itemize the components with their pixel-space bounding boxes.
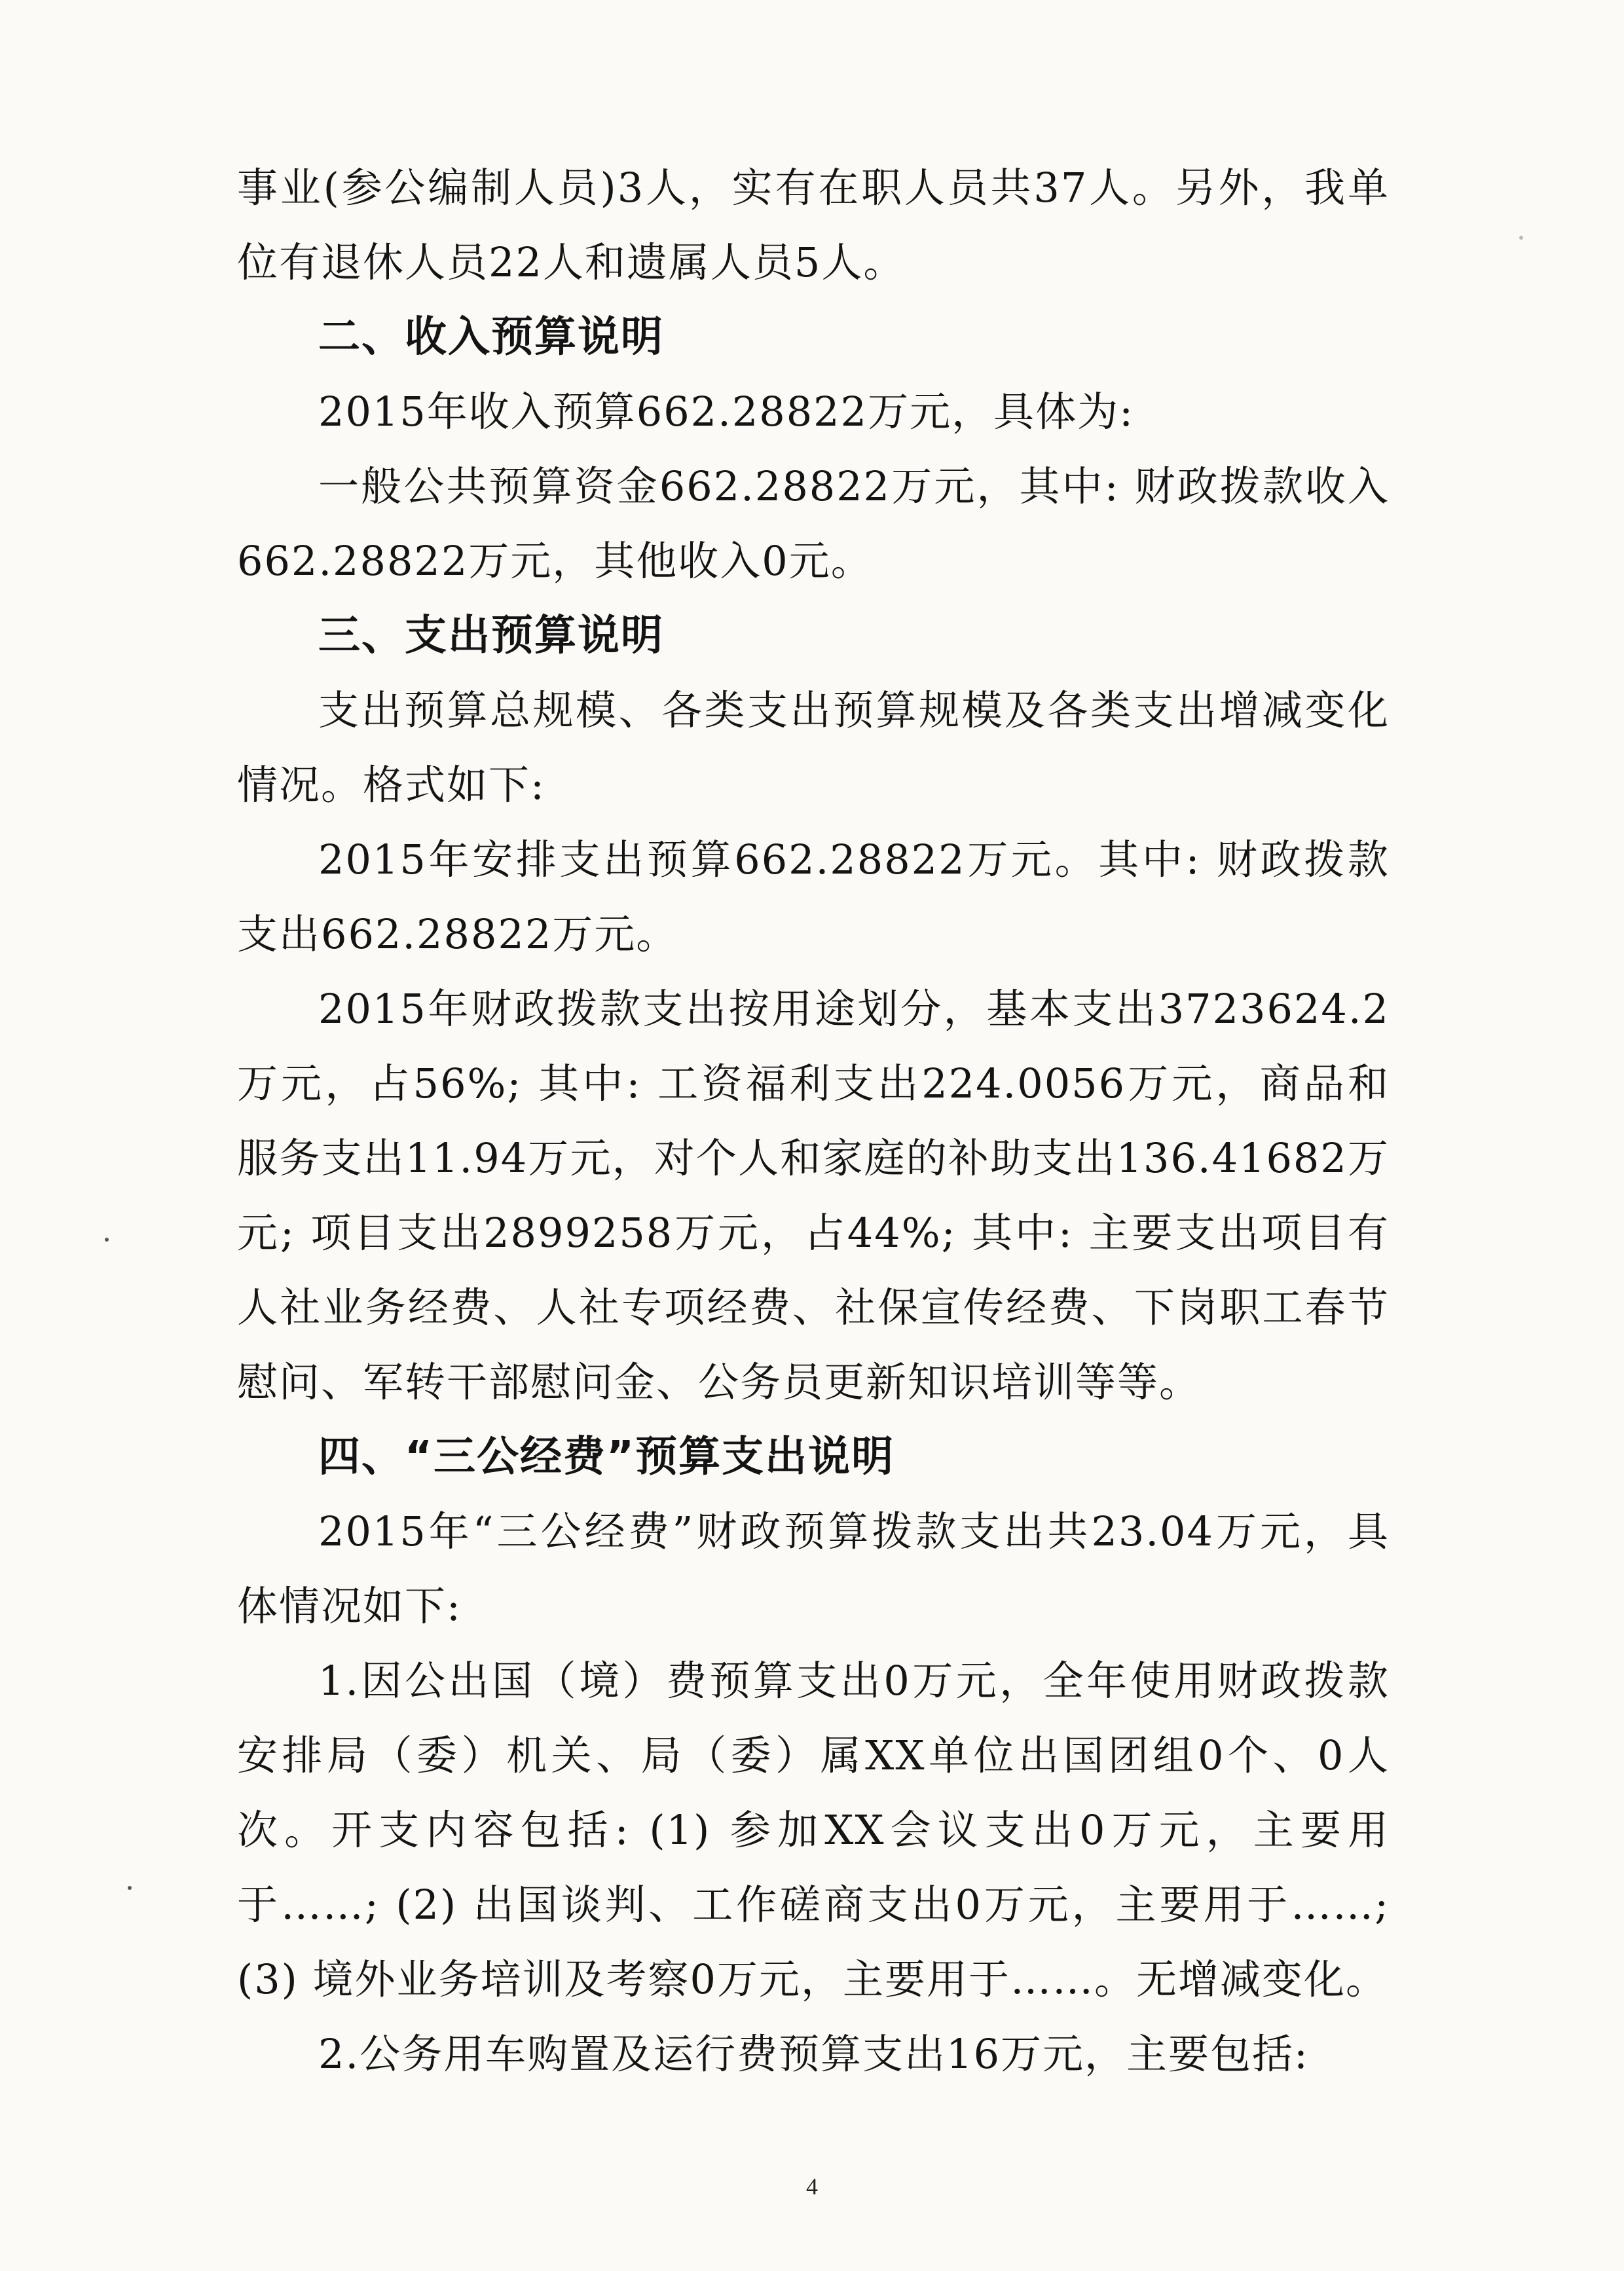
- paragraph-expenditure-breakdown: 2015年财政拨款支出按用途划分，基本支出3723624.2万元，占56%; 其中: 工资福利支出224.0056万元，商品和服务支出11.94万元，对个人和家庭的补助支出136.41682万元; 项目支出2899258万元，占44%; 其中: 主要支出项目有人社业务经费、人社专项经费、社保宣传经费、下岗职工春节慰问、军转干部慰问金、公务员更新知识培训等等。: [237, 985, 1390, 1406]
- heading-expenditure-budget: 三、支出预算说明: [318, 612, 664, 660]
- scan-speck: [1519, 236, 1523, 240]
- page-number: 4: [806, 2173, 818, 2200]
- document-body: [237, 151, 1390, 2092]
- paragraph-vehicle-expenses: 2.公务用车购置及运行费预算支出16万元，主要包括:: [318, 2030, 1309, 2078]
- scan-speck: [105, 1238, 109, 1242]
- paragraph-three-public-total: 2015年“三公经费”财政预算拨款支出共23.04万元，具体情况如下:: [237, 1507, 1390, 1630]
- paragraph-expenditure-total: 2015年安排支出预算662.28822万元。其中: 财政拨款支出662.28822万元。: [237, 836, 1390, 958]
- paragraph-income-detail: 一般公共预算资金662.28822万元，其中: 财政拨款收入662.28822万元，其他收入0元。: [237, 462, 1390, 585]
- paragraph-overseas-travel: 1.因公出国（境）费预算支出0万元，全年使用财政拨款安排局（委）机关、局（委）属XX单位出国团组0个、0人次。开支内容包括: (1) 参加XX会议支出0万元，主要用于……; (2) 出国谈判、工作磋商支出0万元，主要用于……; (3) 境外业务培训及考察0万元，主要用于……。无增减变化。: [237, 1657, 1390, 2003]
- paragraph-expenditure-intro: 支出预算总规模、各类支出预算规模及各类支出增减变化情况。格式如下:: [237, 686, 1390, 809]
- paragraph-staffing: 事业(参公编制人员)3人，实有在职人员共37人。另外，我单位有退休人员22人和遗属人员5人。: [237, 164, 1390, 286]
- heading-three-public-expenses: 四、“三公经费”预算支出说明: [318, 1433, 895, 1481]
- scan-speck: [128, 1886, 132, 1890]
- paragraph-income-total: 2015年收入预算662.28822万元，具体为:: [318, 388, 1134, 435]
- heading-income-budget: 二、收入预算说明: [318, 313, 664, 361]
